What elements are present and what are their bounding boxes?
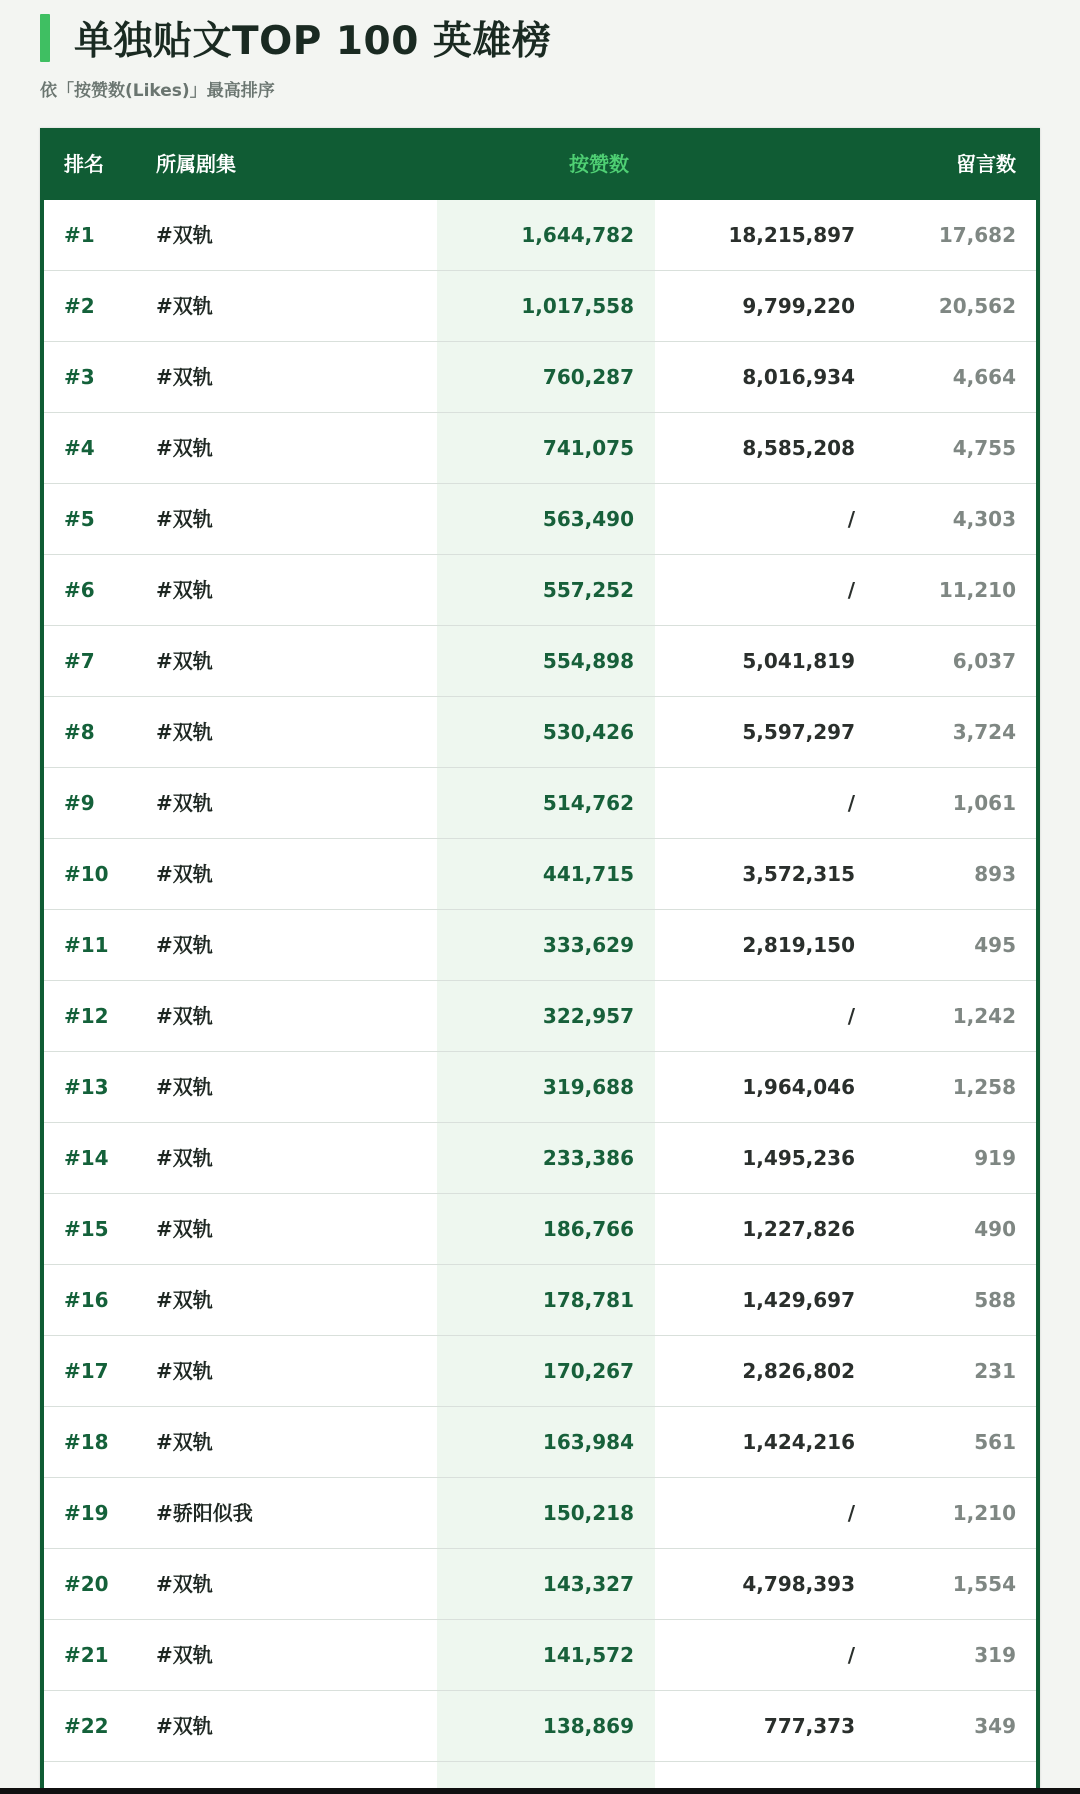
- comments-cell: 588: [974, 1288, 1016, 1312]
- rank-cell: #6: [64, 578, 95, 602]
- likes-cell: 554,898: [542, 649, 634, 673]
- likes-cell: 441,715: [542, 862, 634, 886]
- comments-cell: 1,554: [952, 1572, 1016, 1596]
- rank-cell: #9: [64, 791, 95, 815]
- table-body: [44, 200, 1036, 1794]
- views-cell: 2,826,802: [742, 1359, 855, 1383]
- comments-cell: 319: [974, 1643, 1016, 1667]
- views-cell: 1,424,216: [742, 1430, 855, 1454]
- views-cell: 777,373: [763, 1714, 855, 1738]
- rank-cell: #8: [64, 720, 95, 744]
- comments-cell: 495: [974, 933, 1016, 957]
- likes-cell: 760,287: [542, 365, 634, 389]
- page-subtitle: 依「按赞数(Likes)」最高排序: [40, 81, 275, 101]
- table-row: [44, 413, 1036, 484]
- comments-cell: 1,258: [952, 1075, 1016, 1099]
- likes-cell: 143,327: [542, 1572, 634, 1596]
- likes-cell: 319,688: [542, 1075, 634, 1099]
- rank-cell: #2: [64, 294, 95, 318]
- views-cell: 5,597,297: [742, 720, 855, 744]
- comments-cell: 1,210: [952, 1501, 1016, 1525]
- ranking-table: [40, 128, 1040, 1794]
- likes-cell: 150,218: [542, 1501, 634, 1525]
- rank-cell: #15: [64, 1217, 109, 1241]
- series-cell: #双轨: [156, 1643, 213, 1667]
- table-row: [44, 839, 1036, 910]
- rank-cell: #3: [64, 365, 95, 389]
- table-row: [44, 1052, 1036, 1123]
- likes-cell: 1,644,782: [521, 223, 634, 247]
- rank-cell: #10: [64, 862, 109, 886]
- series-cell: #双轨: [156, 365, 213, 389]
- header-views-blurred: [782, 150, 854, 178]
- rank-cell: #19: [64, 1501, 109, 1525]
- series-cell: #双轨: [156, 1430, 213, 1454]
- comments-cell: 919: [974, 1146, 1016, 1170]
- comments-cell: 4,664: [952, 365, 1016, 389]
- views-cell: 1,964,046: [742, 1075, 855, 1099]
- title-accent-bar: [40, 14, 50, 62]
- rank-cell: #4: [64, 436, 95, 460]
- rank-cell: #21: [64, 1643, 109, 1667]
- table-row: [44, 1478, 1036, 1549]
- series-cell: #双轨: [156, 1146, 213, 1170]
- comments-cell: 561: [974, 1430, 1016, 1454]
- table-row: [44, 626, 1036, 697]
- comments-cell: 349: [974, 1714, 1016, 1738]
- likes-cell: 563,490: [542, 507, 634, 531]
- rank-cell: #12: [64, 1004, 109, 1028]
- rank-cell: #22: [64, 1714, 109, 1738]
- table-row: [44, 342, 1036, 413]
- table-row: [44, 200, 1036, 271]
- table-row: [44, 484, 1036, 555]
- likes-cell: 141,572: [542, 1643, 634, 1667]
- views-cell: 4,798,393: [742, 1572, 855, 1596]
- rank-cell: #1: [64, 223, 95, 247]
- header-rank: 排名: [64, 152, 104, 176]
- series-cell: #双轨: [156, 791, 213, 815]
- likes-cell: 322,957: [542, 1004, 634, 1028]
- series-cell: #双轨: [156, 862, 213, 886]
- likes-cell: 163,984: [542, 1430, 634, 1454]
- views-cell: 1,429,697: [742, 1288, 855, 1312]
- views-cell: /: [847, 1004, 855, 1028]
- page-title: 单独贴文TOP 100 英雄榜: [74, 19, 552, 64]
- views-cell: /: [847, 507, 855, 531]
- series-cell: #双轨: [156, 649, 213, 673]
- comments-cell: 6,037: [952, 649, 1016, 673]
- series-cell: #双轨: [156, 933, 213, 957]
- rank-cell: #5: [64, 507, 95, 531]
- views-cell: /: [847, 578, 855, 602]
- table-row: [44, 1194, 1036, 1265]
- views-cell: 1,495,236: [742, 1146, 855, 1170]
- series-cell: #双轨: [156, 1572, 213, 1596]
- likes-cell: 557,252: [542, 578, 634, 602]
- rank-cell: #13: [64, 1075, 109, 1099]
- comments-cell: 1,242: [952, 1004, 1016, 1028]
- table-row: [44, 981, 1036, 1052]
- series-cell: #双轨: [156, 1288, 213, 1312]
- likes-cell: 1,017,558: [521, 294, 634, 318]
- title-block: [40, 12, 1040, 64]
- series-cell: #双轨: [156, 720, 213, 744]
- views-cell: 5,041,819: [742, 649, 855, 673]
- views-cell: /: [847, 1643, 855, 1667]
- views-cell: 18,215,897: [728, 223, 855, 247]
- series-cell: #双轨: [156, 1217, 213, 1241]
- views-cell: /: [847, 1501, 855, 1525]
- likes-cell: 186,766: [542, 1217, 634, 1241]
- views-cell: 2,819,150: [742, 933, 855, 957]
- series-cell: #双轨: [156, 1004, 213, 1028]
- table-rows: [44, 200, 1036, 1762]
- table-header: [40, 128, 1040, 200]
- likes-cell: 333,629: [542, 933, 634, 957]
- views-cell: 1,227,826: [742, 1217, 855, 1241]
- likes-cell: 741,075: [542, 436, 634, 460]
- table-row: [44, 555, 1036, 626]
- views-cell: 9,799,220: [742, 294, 855, 318]
- series-cell: #双轨: [156, 1714, 213, 1738]
- bottom-edge: [0, 1788, 1080, 1794]
- table-row: [44, 910, 1036, 981]
- series-cell: #双轨: [156, 507, 213, 531]
- series-cell: #双轨: [156, 1075, 213, 1099]
- rank-cell: #16: [64, 1288, 109, 1312]
- table-row: [44, 1620, 1036, 1691]
- comments-cell: 490: [974, 1217, 1016, 1241]
- views-cell: 8,585,208: [742, 436, 855, 460]
- views-cell: 8,016,934: [742, 365, 855, 389]
- table-row: [44, 1123, 1036, 1194]
- comments-cell: 231: [974, 1359, 1016, 1383]
- table-row: [44, 768, 1036, 839]
- table-row: [44, 1336, 1036, 1407]
- series-cell: #双轨: [156, 223, 213, 247]
- table-row: [44, 1265, 1036, 1336]
- likes-cell: 178,781: [542, 1288, 634, 1312]
- table-row: [44, 1691, 1036, 1762]
- comments-cell: 4,303: [952, 507, 1016, 531]
- likes-cell: 514,762: [542, 791, 634, 815]
- rank-cell: #18: [64, 1430, 109, 1454]
- comments-cell: 20,562: [938, 294, 1016, 318]
- rank-cell: #17: [64, 1359, 109, 1383]
- likes-cell: 233,386: [542, 1146, 634, 1170]
- comments-cell: 11,210: [938, 578, 1016, 602]
- comments-cell: 17,682: [938, 223, 1016, 247]
- likes-cell: 170,267: [542, 1359, 634, 1383]
- views-cell: 3,572,315: [742, 862, 855, 886]
- rank-cell: #11: [64, 933, 109, 957]
- series-cell: #双轨: [156, 436, 213, 460]
- table-row: [44, 1407, 1036, 1478]
- title-row: [40, 12, 1040, 64]
- header-series: 所属剧集: [156, 152, 236, 176]
- table-row: [44, 271, 1036, 342]
- rank-cell: #14: [64, 1146, 109, 1170]
- comments-cell: 1,061: [952, 791, 1016, 815]
- series-cell: #双轨: [156, 578, 213, 602]
- series-cell: #双轨: [156, 1359, 213, 1383]
- views-cell: /: [847, 791, 855, 815]
- table-row: [44, 1549, 1036, 1620]
- rank-cell: #7: [64, 649, 95, 673]
- likes-cell: 138,869: [542, 1714, 634, 1738]
- series-cell: #双轨: [156, 294, 213, 318]
- comments-cell: 893: [974, 862, 1016, 886]
- rank-cell: #20: [64, 1572, 109, 1596]
- header-comments: 留言数: [956, 152, 1016, 176]
- series-cell: #骄阳似我: [156, 1501, 253, 1525]
- comments-cell: 3,724: [952, 720, 1016, 744]
- table-row: [44, 697, 1036, 768]
- comments-cell: 4,755: [952, 436, 1016, 460]
- header-likes: 按赞数: [569, 152, 629, 176]
- likes-cell: 530,426: [542, 720, 634, 744]
